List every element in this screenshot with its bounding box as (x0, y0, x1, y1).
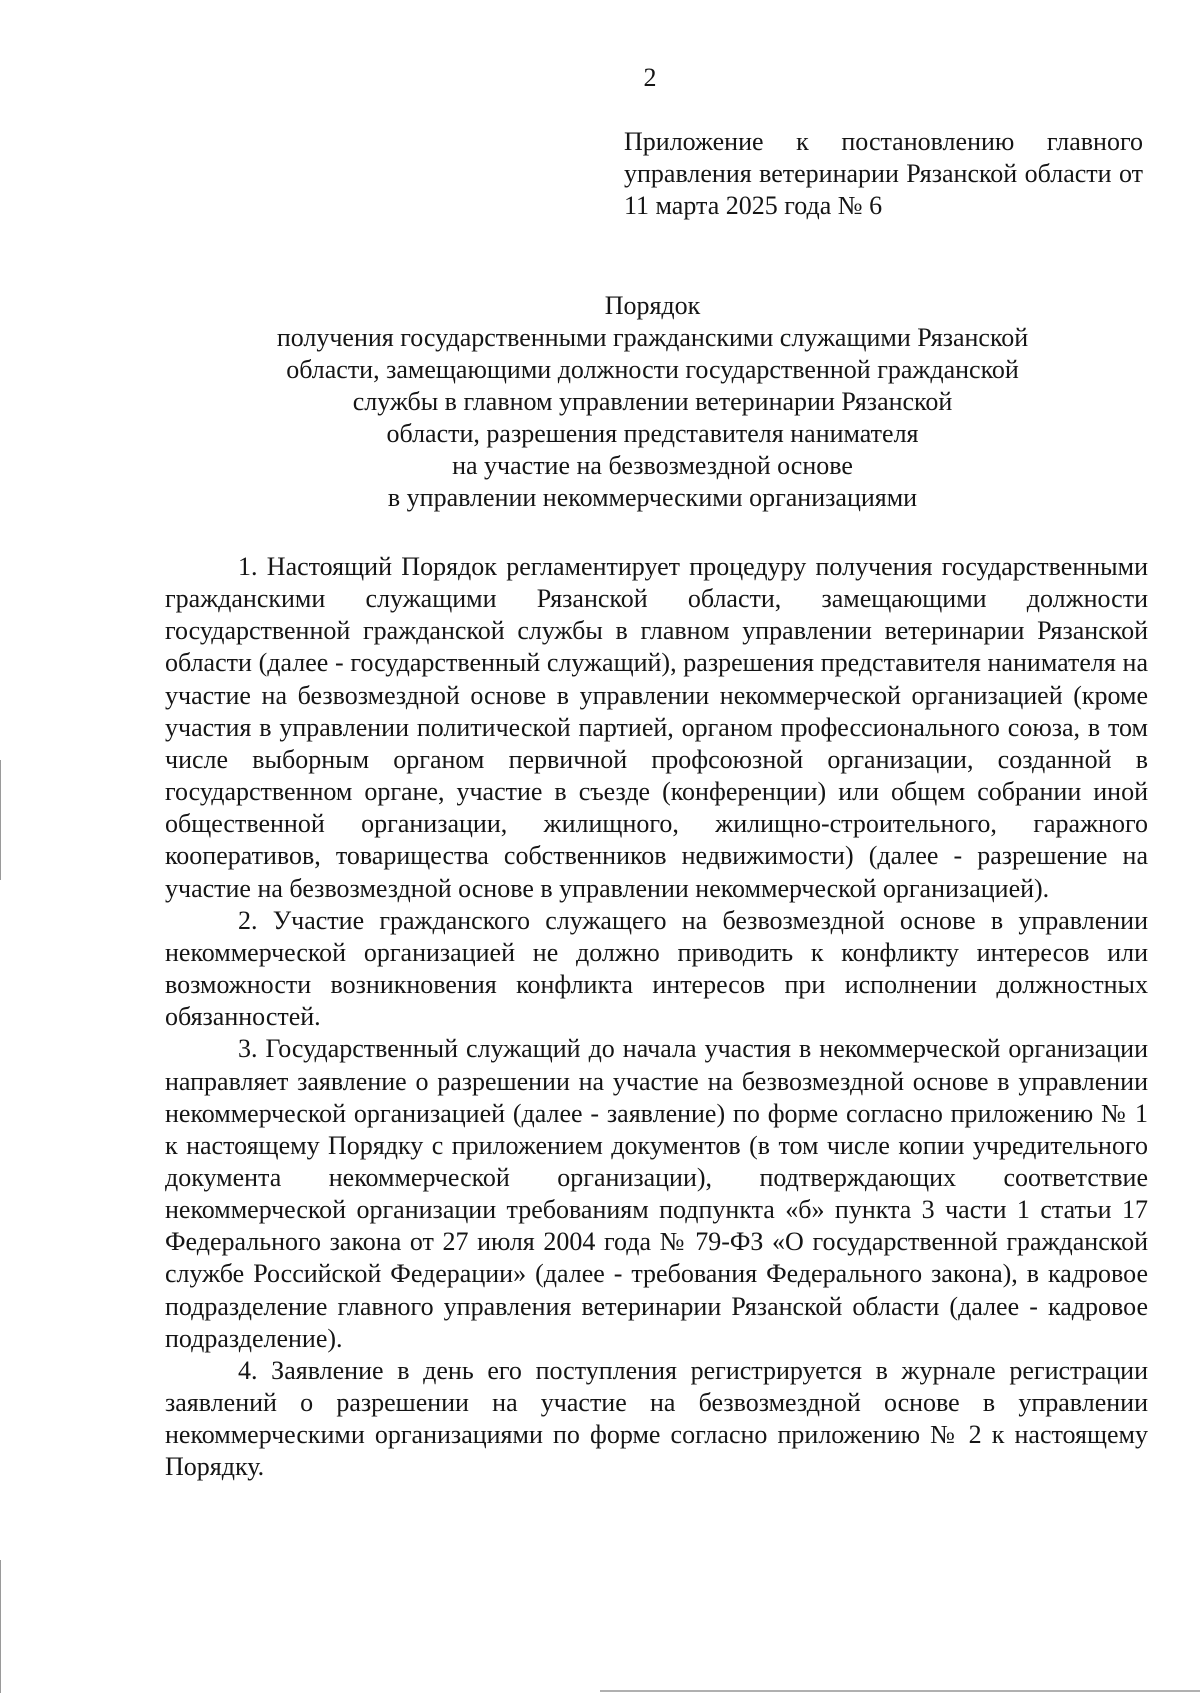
paragraph-1: 1. Настоящий Порядок регламентирует процедуру получения государственными гражданскими служащими Рязанской области, замещающими должности государственной гражданской службы в главном управлении ветеринарии Рязанской области (далее - государственный служащий), разрешения представителя нанимателя на участие на безвозмездной основе в управлении некоммерческой организацией (кроме участия в управлении политической партией, органом профессионального союза, в том числе выборным органом первичной профсоюзной организации, созданной в государственном органе, участие в съезде (конференции) или общем собрании иной общественной организации, жилищного, жилищно-строительного, гаражного кооперативов, товарищества собственников недвижимости) (далее - разрешение на участие на безвозмездной основе в управлении некоммерческой организацией). (165, 552, 1148, 903)
document-body (165, 551, 1148, 1484)
page-number: 2 (643, 63, 657, 92)
paragraph-3: 3. Государственный служащий до начала участия в некоммерческой организации направляет заявление о разрешении на участие на безвозмездной основе в управлении некоммерческой организацией (далее - заявление) по форме согласно приложению № 1 к настоящему Порядку с приложением документов (в том числе копии учредительного документа некоммерческой организации), подтверждающих соответствие некоммерческой организации требованиям подпункта «б» пункта 3 части 1 статьи 17 Федерального закона от 27 июля 2004 года № 79-ФЗ «О государственной гражданской службе Российской Федерации» (далее - требования Федерального закона), в кадровое подразделение главного управления ветеринарии Рязанской области (далее - кадровое подразделение). (165, 1034, 1148, 1353)
title-line: области, разрешения представителя нанимателя (386, 419, 919, 448)
appendix-note: Приложение к постановлению главного управления ветеринарии Рязанской области от 11 марта 2025 года № 6 (624, 127, 1143, 220)
title-line: на участие на безвозмездной основе (452, 451, 853, 480)
scan-edge-mark (0, 1560, 1, 1693)
title-line: области, замещающими должности государственной гражданской (286, 355, 1019, 384)
scan-edge-mark (0, 760, 1, 880)
paragraph-2: 2. Участие гражданского служащего на безвозмездной основе в управлении некоммерческой организацией не должно приводить к конфликту интересов или возможности возникновения конфликта интересов при исполнении должностных обязанностей. (165, 905, 1148, 1032)
title-line: службы в главном управлении ветеринарии Рязанской (352, 387, 953, 416)
scan-edge-mark (600, 1690, 1200, 1692)
title-line: получения государственными гражданскими служащими Рязанской (276, 323, 1029, 352)
paragraph-4: 4. Заявление в день его поступления регистрируется в журнале регистрации заявлений о разрешении на участие на безвозмездной основе в управлении некоммерческими организациями по форме согласно приложению № 2 к настоящему Порядку. (165, 1355, 1148, 1482)
title-heading: Порядок (604, 291, 701, 320)
title-line: в управлении некоммерческими организациями (387, 483, 918, 512)
document-title (165, 290, 1140, 514)
